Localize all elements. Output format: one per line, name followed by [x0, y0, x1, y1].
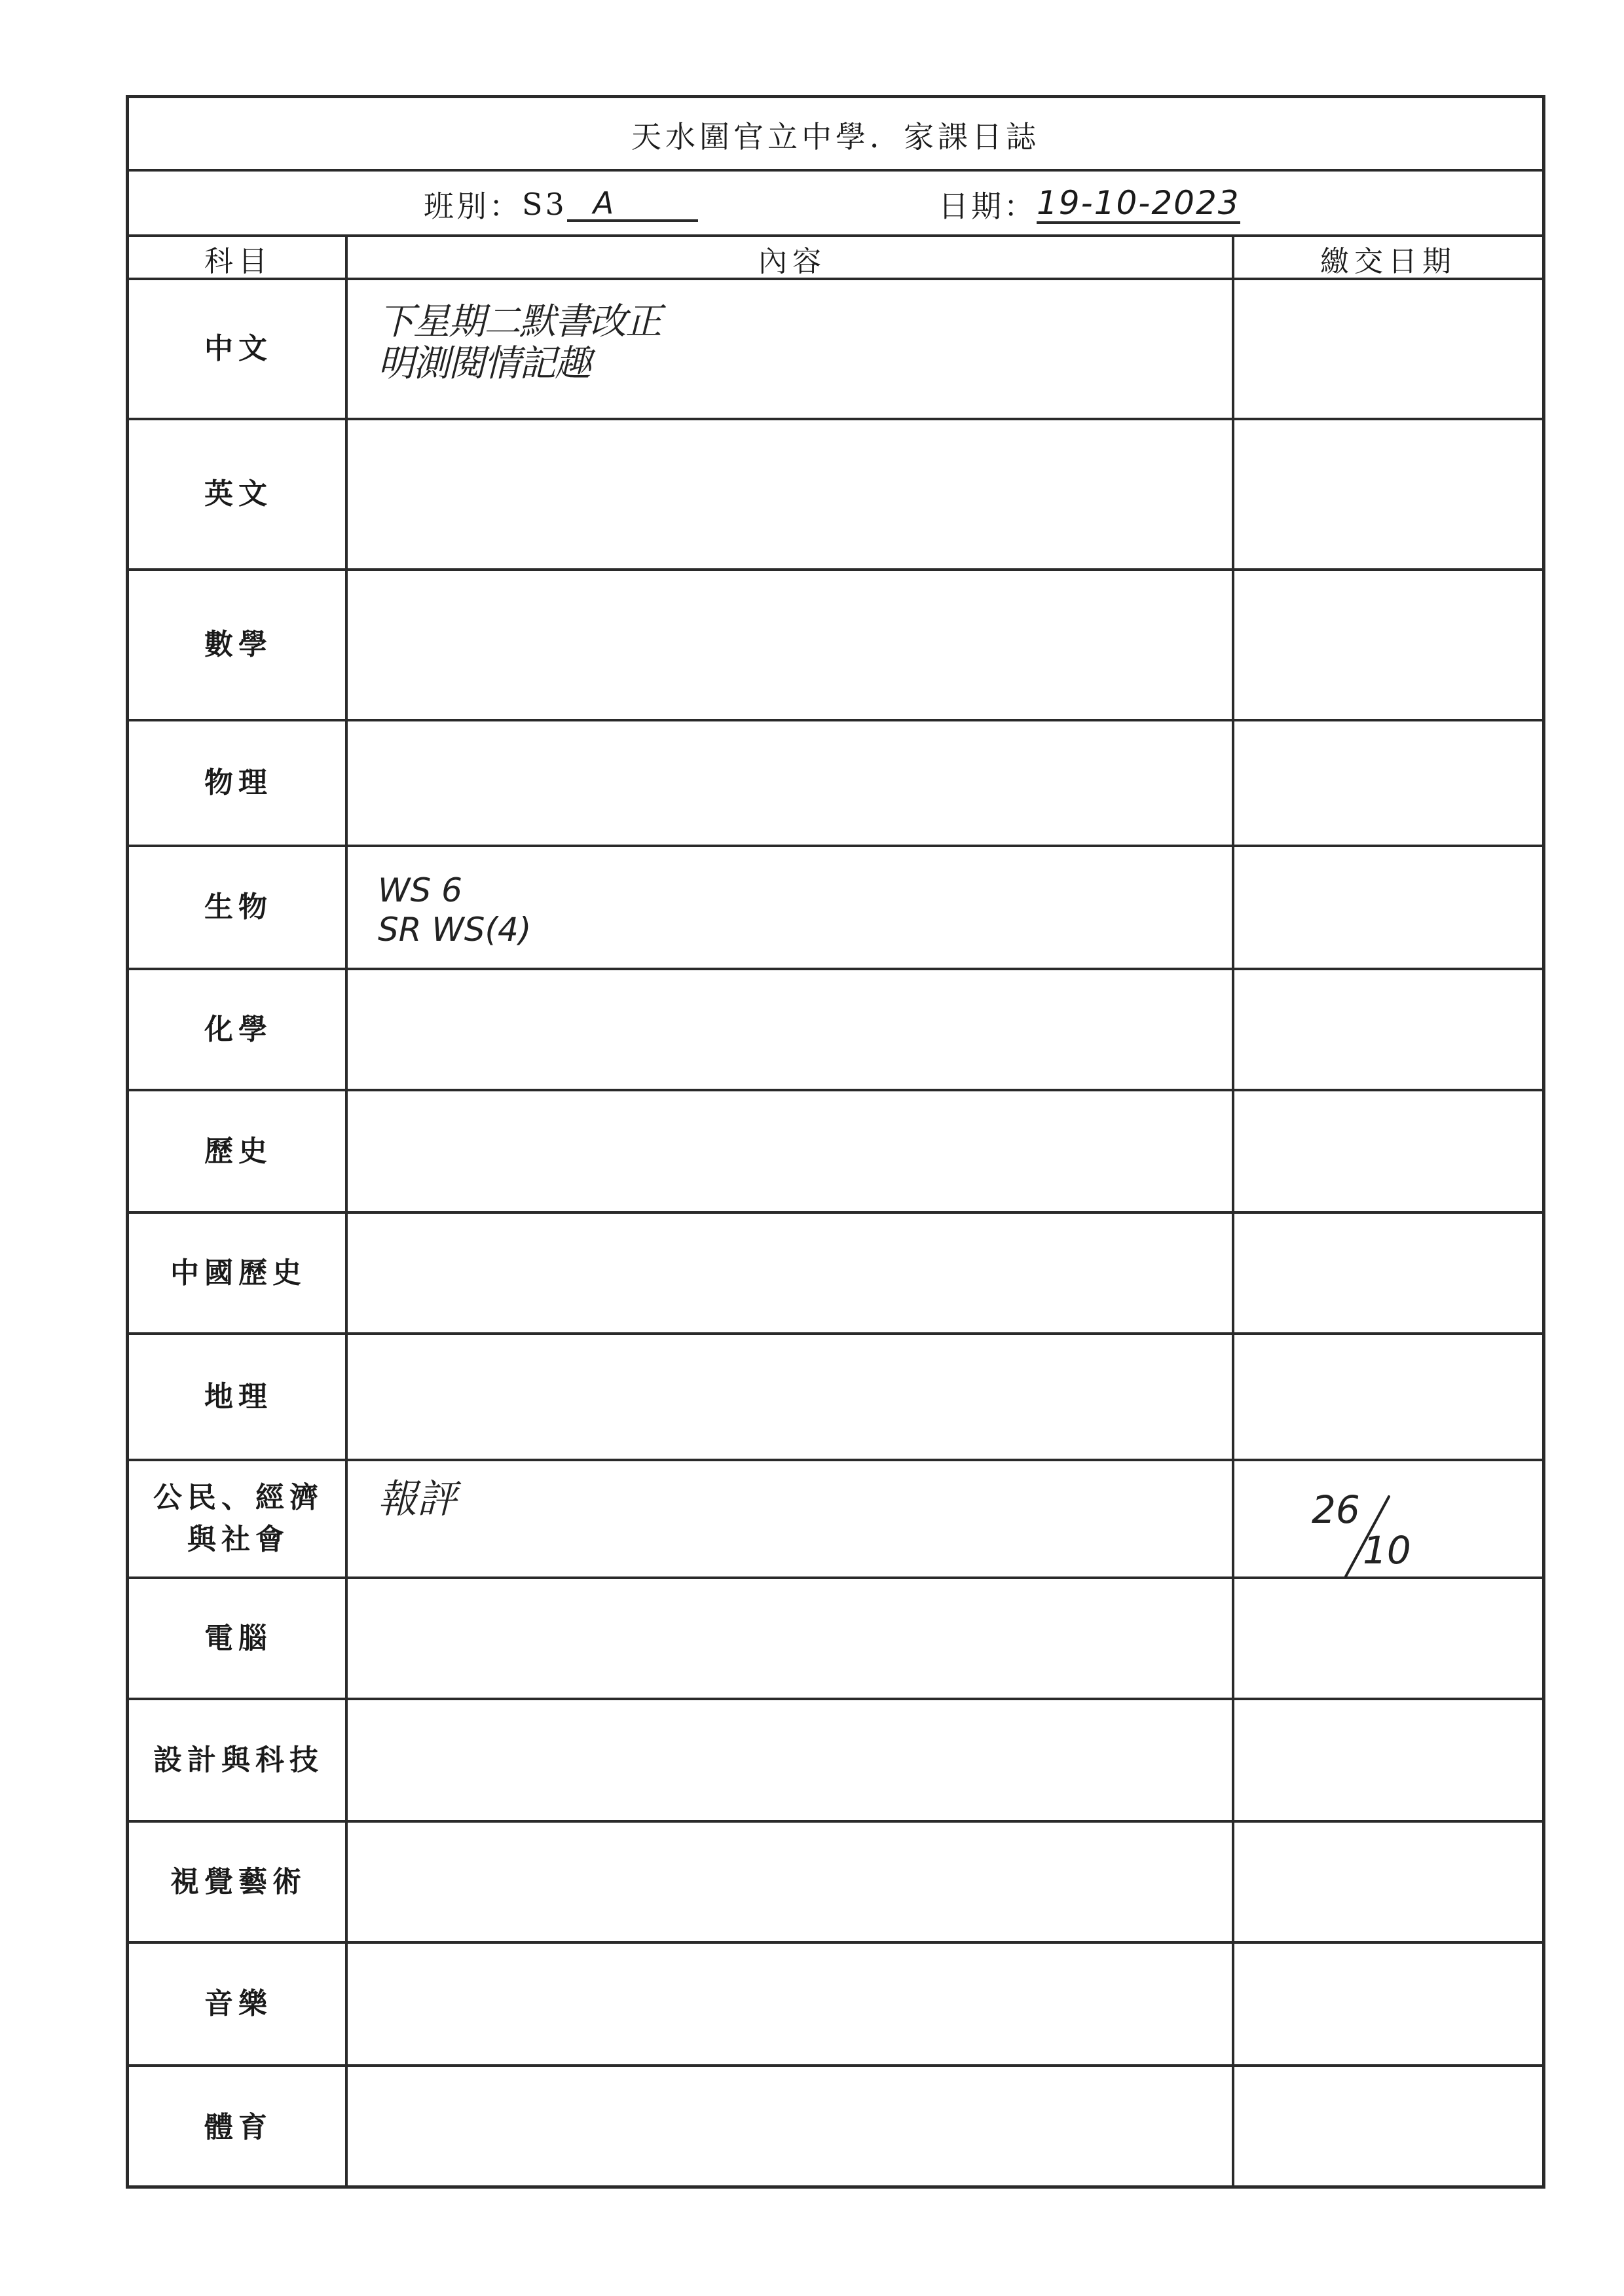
content-citizenship [350, 1461, 1234, 1576]
document-title: 天水圍官立中學．家課日誌 [631, 119, 1040, 155]
content-line: WS 6 [378, 871, 462, 909]
subject-pe: 體育 [204, 2111, 272, 2145]
content-biology [350, 847, 1234, 968]
due-day: 26 [1312, 1487, 1360, 1532]
column-header-subject: 科目 [204, 245, 272, 278]
homework-log-sheet [126, 95, 1545, 2189]
divider [129, 169, 1542, 172]
subject-citizenship-line2: 與社會 [187, 1523, 289, 1556]
due-date-fraction [1312, 1487, 1443, 1579]
content-line: 下星期二默書改正 [378, 301, 661, 343]
subject-physics: 物理 [204, 766, 272, 800]
due-date-citizenship [1234, 1461, 1542, 1576]
date-label: 日期： [938, 189, 1037, 224]
subject-english: 英文 [204, 477, 272, 511]
class-field [424, 172, 698, 237]
date-field [938, 172, 1240, 237]
class-label: 班別： [424, 189, 522, 224]
content-line: 明測閱情記趣 [378, 342, 590, 386]
subject-geography: 地理 [204, 1379, 272, 1413]
content-chinese [350, 280, 1234, 418]
subject-citizenship-line1: 公民、經濟 [153, 1481, 323, 1515]
due-month: 10 [1363, 1528, 1411, 1573]
subject-history: 歷史 [204, 1134, 272, 1168]
content-line: 報評 [378, 1476, 456, 1522]
column-divider [1232, 234, 1234, 2185]
column-header-content: 內容 [758, 245, 826, 278]
column-header-due-date: 繳交日期 [1320, 245, 1456, 278]
subject-chinese-history: 中國歷史 [170, 1256, 306, 1290]
subject-biology: 生物 [204, 890, 272, 924]
subject-math: 數學 [204, 628, 272, 662]
subject-design-technology: 設計與科技 [153, 1743, 323, 1777]
date-value: 19-10-2023 [1037, 185, 1240, 224]
content-line: SR WS(4) [378, 911, 532, 949]
subject-citizenship [129, 1461, 348, 1576]
class-value: A [567, 187, 698, 223]
subject-computer: 電腦 [204, 1621, 272, 1655]
subject-chemistry: 化學 [204, 1012, 272, 1046]
subject-visual-arts: 視覺藝術 [170, 1865, 306, 1899]
subject-music: 音樂 [204, 1987, 272, 2021]
class-prefix: S3 [522, 187, 567, 222]
subject-chinese: 中文 [204, 332, 272, 366]
